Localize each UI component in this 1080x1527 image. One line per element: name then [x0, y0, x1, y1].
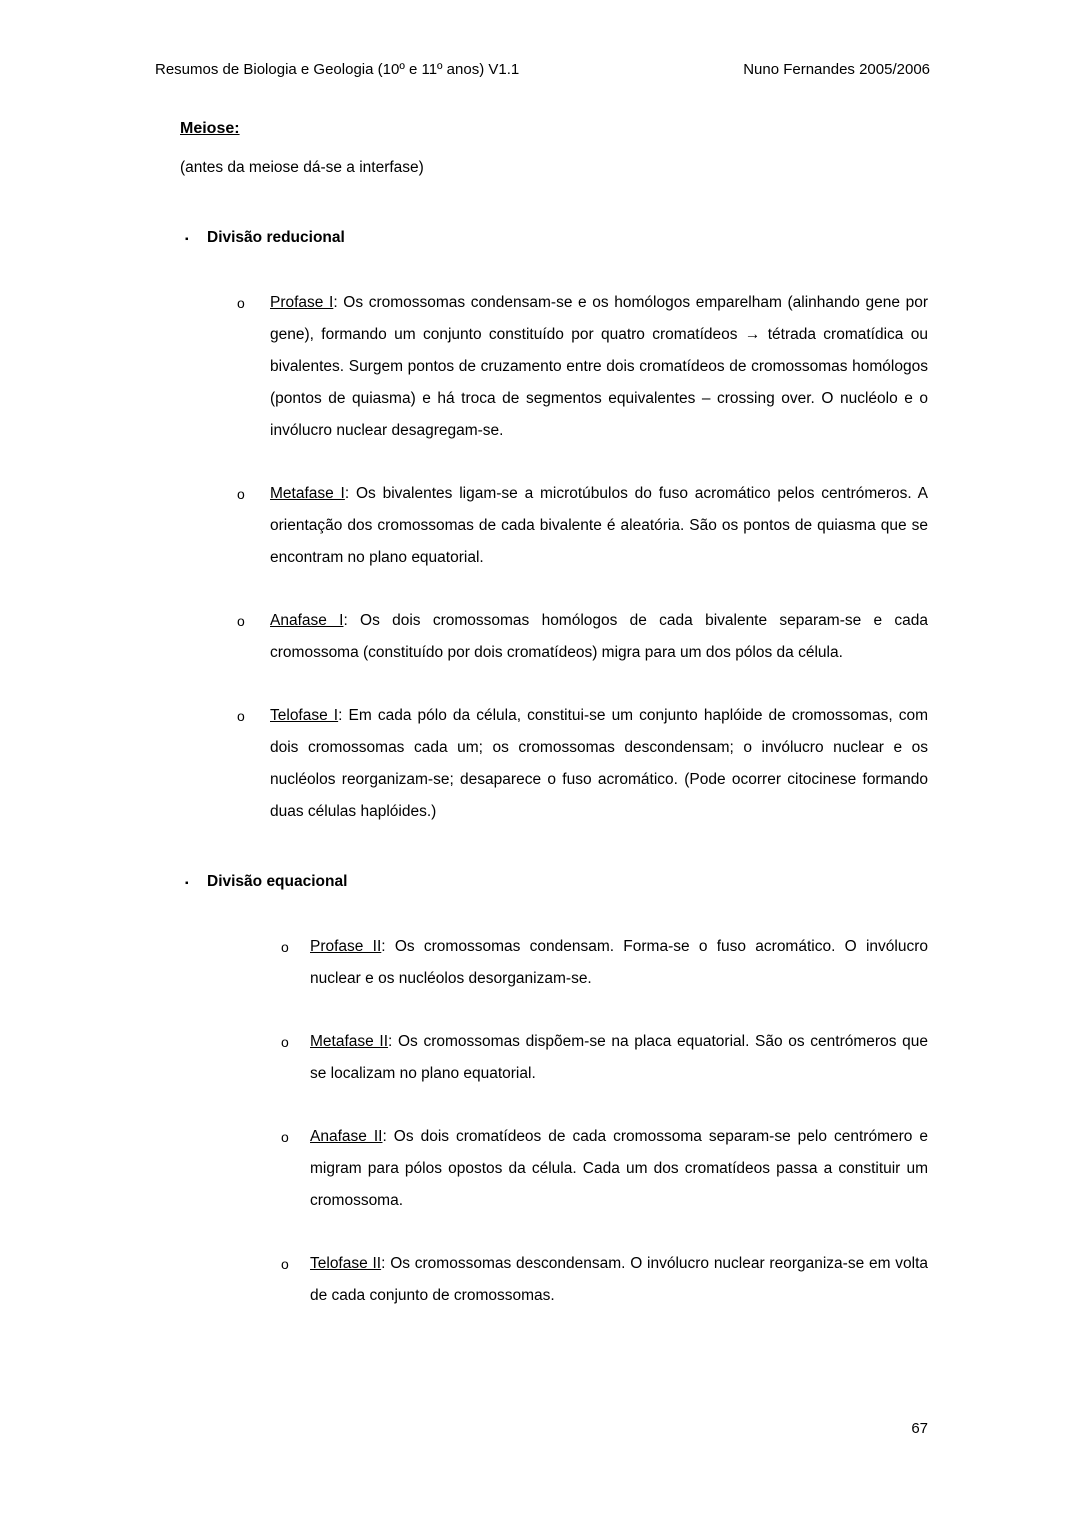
list-item-metafase-1 — [237, 478, 928, 574]
phase-label: Profase I — [270, 294, 334, 311]
circle-bullet-icon: o — [281, 1256, 289, 1272]
phase-description: : Os cromossomas condensam-se e os homólogos emparelham (alinhando gene por gene), formando um conjunto constituído por quatro cromatídeos → tétrada cromatídica ou bivalentes. Surgem pontos de cruzamento entre dois cromatídeos de cromossomas homólogos (pontos de quiasma) e há troca de segmentos equivalentes – crossing over. O nucléolo e o invólucro nuclear desagregam-se. — [270, 294, 928, 439]
list-item-anafase-2 — [281, 1121, 928, 1217]
phase-description: : Os dois cromossomas homólogos de cada bivalente separam-se e cada cromossoma (constituído por dois cromatídeos) migra para um dos pólos da célula. — [270, 612, 928, 661]
circle-bullet-icon: o — [281, 1034, 289, 1050]
phase-label: Metafase I — [270, 485, 345, 502]
list-item-text — [270, 700, 928, 828]
list-item-text — [270, 478, 928, 574]
page-number: 67 — [911, 1420, 928, 1437]
circle-bullet-icon: o — [281, 939, 289, 955]
section-divisao-reducional — [180, 222, 928, 828]
section-heading: Divisão equacional — [207, 873, 348, 890]
list-item-profase-1 — [237, 287, 928, 447]
list-item-text — [270, 287, 928, 447]
page-title: Meiose: — [180, 120, 240, 137]
phase-label: Metafase II — [310, 1033, 389, 1050]
phase-label: Profase II — [310, 938, 382, 955]
phase-label: Anafase I — [270, 612, 344, 629]
section-divisao-equacional — [180, 866, 928, 1312]
circle-bullet-icon: o — [237, 295, 245, 311]
phase-description: : Os dois cromatídeos de cada cromossoma separam-se pelo centrómero e migram para pólos opostos da célula. Cada um dos cromatídeos passa a constituir um cromossoma. — [310, 1128, 928, 1209]
circle-bullet-icon: o — [237, 486, 245, 502]
list-item-text — [270, 605, 928, 669]
square-bullet-icon: ▪ — [185, 234, 189, 245]
phase-label: Telofase II — [310, 1255, 382, 1272]
list-item-text — [310, 1026, 928, 1090]
square-bullet-icon: ▪ — [185, 878, 189, 889]
page-content — [180, 118, 928, 1312]
circle-bullet-icon: o — [237, 708, 245, 724]
header-left-text: Resumos de Biologia e Geologia (10º e 11º anos) V1.1 — [155, 61, 520, 78]
list-item-telofase-1 — [237, 700, 928, 828]
phase-description: : Os cromossomas dispõem-se na placa equatorial. São os centrómeros que se localizam no plano equatorial. — [310, 1033, 928, 1082]
circle-bullet-icon: o — [237, 613, 245, 629]
page-header — [155, 60, 930, 80]
subtitle: (antes da meiose dá-se a interfase) — [180, 159, 424, 176]
phase-label: Anafase II — [310, 1128, 383, 1145]
section-heading-row — [180, 222, 928, 256]
phase-description: : Os cromossomas descondensam. O invólucro nuclear reorganiza-se em volta de cada conjunto de cromossomas. — [310, 1255, 928, 1304]
section-heading: Divisão reducional — [207, 229, 345, 246]
phase-description: : Os bivalentes ligam-se a microtúbulos do fuso acromático pelos centrómeros. A orientação dos cromossomas de cada bivalente é aleatória. São os pontos de quiasma que se encontram no plano equatorial. — [270, 485, 929, 566]
list-item-telofase-2 — [281, 1248, 928, 1312]
phase-label: Telofase I — [270, 707, 339, 724]
phase-description: : Em cada pólo da célula, constitui-se um conjunto haplóide de cromossomas, com dois cromossomas cada um; os cromossomas descondensam; o invólucro nuclear e os nucléolos reorganizam-se; desaparece o fuso acromático. (Pode ocorrer citocinese formando duas células haplóides.) — [270, 707, 928, 820]
list-item-profase-2 — [281, 931, 928, 995]
list-item-text — [310, 931, 928, 995]
circle-bullet-icon: o — [281, 1129, 289, 1145]
header-right-text: Nuno Fernandes 2005/2006 — [743, 61, 930, 78]
section-heading-row — [180, 866, 928, 900]
list-item-text — [310, 1121, 928, 1217]
list-item-text — [310, 1248, 928, 1312]
phase-description: : Os cromossomas condensam. Forma-se o fuso acromático. O invólucro nuclear e os nucléolos desorganizam-se. — [310, 938, 928, 987]
list-item-anafase-1 — [237, 605, 928, 669]
list-item-metafase-2 — [281, 1026, 928, 1090]
